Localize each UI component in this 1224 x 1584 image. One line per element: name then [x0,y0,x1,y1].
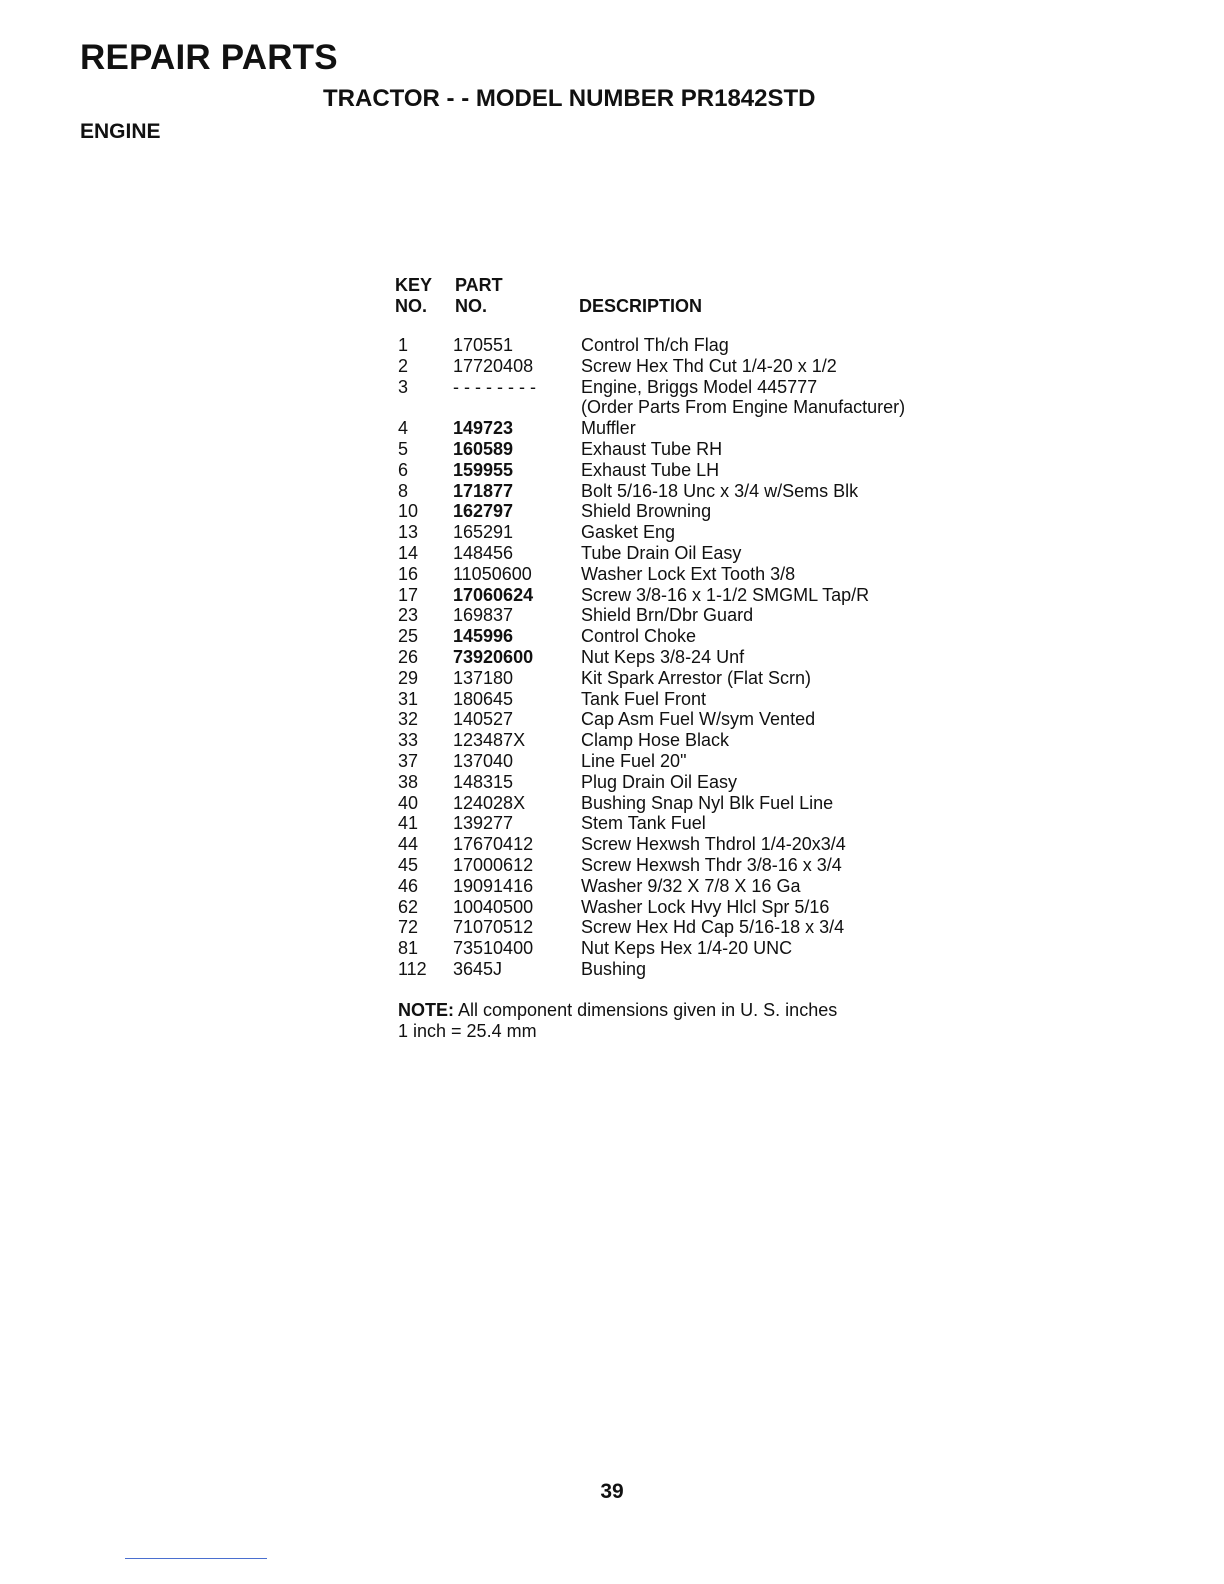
part-no: 162797 [453,501,514,522]
description-line: Tube Drain Oil Easy [581,542,742,563]
part-no: 160589 [453,438,514,459]
key-no: 25 [398,626,419,647]
key-no: 62 [398,896,419,917]
table-row [395,626,955,647]
description [581,626,696,647]
description [581,793,833,814]
part-no: 148456 [453,542,514,563]
part-no: 170551 [453,335,514,355]
table-row [395,481,955,502]
key-no: 46 [398,875,419,896]
part-no: 140527 [453,709,514,730]
key-no: 45 [398,854,419,875]
key-no: 38 [398,771,419,792]
description [581,418,636,439]
part-no: 17670412 [453,834,534,855]
description-line: Bushing [581,958,647,979]
description-line: Nut Keps 3/8-24 Unf [581,646,745,667]
table-row [395,605,955,626]
part-no: 149723 [453,418,514,439]
part-no: 17720408 [453,355,534,376]
description [581,938,792,959]
table-row [395,938,955,959]
description [581,730,729,751]
description-line: Washer Lock Hvy Hlcl Spr 5/16 [581,896,830,917]
table-row [395,959,955,980]
note [398,1000,838,1042]
table-row [395,813,955,834]
section-heading: ENGINE [80,120,161,143]
description-line: Plug Drain Oil Easy [581,771,738,792]
description-line: Exhaust Tube LH [581,459,720,480]
table-row [395,460,955,481]
description-line: Tank Fuel Front [581,688,707,709]
part-no: 124028X [453,792,526,813]
description [581,917,844,938]
description [581,439,722,460]
key-no: 44 [398,834,419,855]
description [581,959,646,980]
description-line: Cap Asm Fuel W/sym Vented [581,709,816,730]
table-row [395,501,955,522]
table-row [395,730,955,751]
table-row [395,876,955,897]
table-row [395,564,955,585]
page-title: REPAIR PARTS [80,38,338,77]
part-no: 169837 [453,605,514,626]
part-no-header-line2: NO. [455,296,488,316]
description-line: Screw Hexwsh Thdr 3/8-16 x 3/4 [581,854,842,875]
parts-table-body [395,335,955,980]
table-row [395,439,955,460]
key-no: 26 [398,646,419,667]
part-no: 123487X [453,730,526,751]
description [581,377,905,419]
description-line: Line Fuel 20" [581,750,687,771]
description [581,564,795,585]
description-header: DESCRIPTION [579,296,703,316]
key-no: 4 [398,418,409,439]
part-no: 148315 [453,771,514,792]
note-label: NOTE: [398,1000,454,1020]
table-row [395,377,955,419]
description [581,501,711,522]
table-row [395,793,955,814]
table-row [395,855,955,876]
description-line: Shield Browning [581,501,712,522]
description [581,460,719,481]
table-row [395,834,955,855]
part-no: 180645 [453,688,514,709]
description-line: Control Choke [581,626,697,647]
description [581,709,815,730]
part-no: 10040500 [453,896,534,917]
key-no: 29 [398,667,419,688]
description-line: Control Th/ch Flag [581,335,729,355]
part-no: 171877 [453,480,514,501]
description [581,647,744,668]
key-no: 31 [398,688,419,709]
key-no: 23 [398,605,419,626]
description-line: Shield Brn/Dbr Guard [581,605,754,626]
description [581,772,737,793]
description [581,335,729,356]
description-line: Bolt 5/16-18 Unc x 3/4 w/Sems Blk [581,480,859,501]
note-text: All component dimensions given in U. S. inches 1 inch = 25.4 mm [398,1000,838,1041]
description-line: Stem Tank Fuel [581,813,706,834]
part-no: 71070512 [453,917,534,938]
table-row [395,356,955,377]
description [581,605,753,626]
description [581,751,686,772]
part-no: 3645J [453,958,503,979]
key-no: 81 [398,938,419,959]
description [581,481,858,502]
table-row [395,335,955,356]
key-no: 13 [398,522,419,543]
key-no: 14 [398,542,419,563]
description [581,689,706,710]
description-line: Clamp Hose Black [581,730,730,751]
table-row [395,751,955,772]
part-no: 145996 [453,626,514,647]
key-no: 2 [398,355,409,376]
key-no: 3 [398,376,409,397]
description-line: Screw Hexwsh Thdrol 1/4-20x3/4 [581,834,846,855]
description-line: Screw 3/8-16 x 1-1/2 SMGML Tap/R [581,584,870,605]
description-line: Engine, Briggs Model 445777 [581,376,818,397]
table-row [395,418,955,439]
description [581,543,741,564]
table-row [395,647,955,668]
description-line: Gasket Eng [581,522,676,543]
key-no: 37 [398,750,419,771]
description-line: Screw Hex Thd Cut 1/4-20 x 1/2 [581,355,837,376]
table-row [395,709,955,730]
footer-divider [125,1558,267,1559]
key-no-header-line1: KEY [395,275,433,295]
table-row [395,543,955,564]
description-line: Exhaust Tube RH [581,438,723,459]
part-no: 11050600 [453,563,532,584]
description [581,897,829,918]
description [581,356,837,377]
table-row [395,917,955,938]
description-line: Nut Keps Hex 1/4-20 UNC [581,938,793,959]
key-no: 10 [398,501,419,522]
description-line: Washer 9/32 X 7/8 X 16 Ga [581,875,801,896]
key-no: 41 [398,813,419,834]
part-no: 19091416 [453,875,534,896]
key-no: 40 [398,792,419,813]
table-row [395,897,955,918]
key-no: 1 [398,335,409,355]
part-no: 17000612 [453,854,534,875]
key-no: 5 [398,438,409,459]
key-no-header-line2: NO. [395,296,428,316]
description-line: Muffler [581,418,636,439]
description-line: Bushing Snap Nyl Blk Fuel Line [581,792,834,813]
part-no-header-line1: PART [455,275,503,295]
description-line: Kit Spark Arrestor (Flat Scrn) [581,667,812,688]
parts-table [395,275,955,980]
description-line: Screw Hex Hd Cap 5/16-18 x 3/4 [581,917,845,938]
model-subtitle: TRACTOR - - MODEL NUMBER PR1842STD [323,85,816,112]
part-no: - - - - - - - - [453,376,536,397]
description-line: (Order Parts From Engine Manufacturer) [581,397,906,418]
key-no: 8 [398,480,409,501]
part-no: 159955 [453,459,514,480]
part-no: 73510400 [453,938,534,959]
table-row [395,689,955,710]
description [581,522,675,543]
table-row [395,772,955,793]
part-no: 165291 [453,522,514,543]
part-no: 73920600 [453,646,534,667]
key-no: 32 [398,709,419,730]
description [581,813,706,834]
table-row [395,585,955,606]
page-number: 39 [600,1480,624,1503]
table-row [395,668,955,689]
description [581,834,846,855]
key-no: 72 [398,917,419,938]
part-no: 139277 [453,813,514,834]
part-no: 17060624 [453,584,534,605]
table-row [395,522,955,543]
description [581,855,842,876]
description-line: Washer Lock Ext Tooth 3/8 [581,563,796,584]
description [581,585,869,606]
key-no: 33 [398,730,419,751]
part-no: 137180 [453,667,514,688]
description [581,668,811,689]
key-no: 17 [398,584,419,605]
key-no: 112 [398,958,427,979]
description [581,876,800,897]
part-no: 137040 [453,750,514,771]
key-no: 16 [398,563,419,584]
parts-table-header [395,275,955,335]
key-no: 6 [398,459,409,480]
